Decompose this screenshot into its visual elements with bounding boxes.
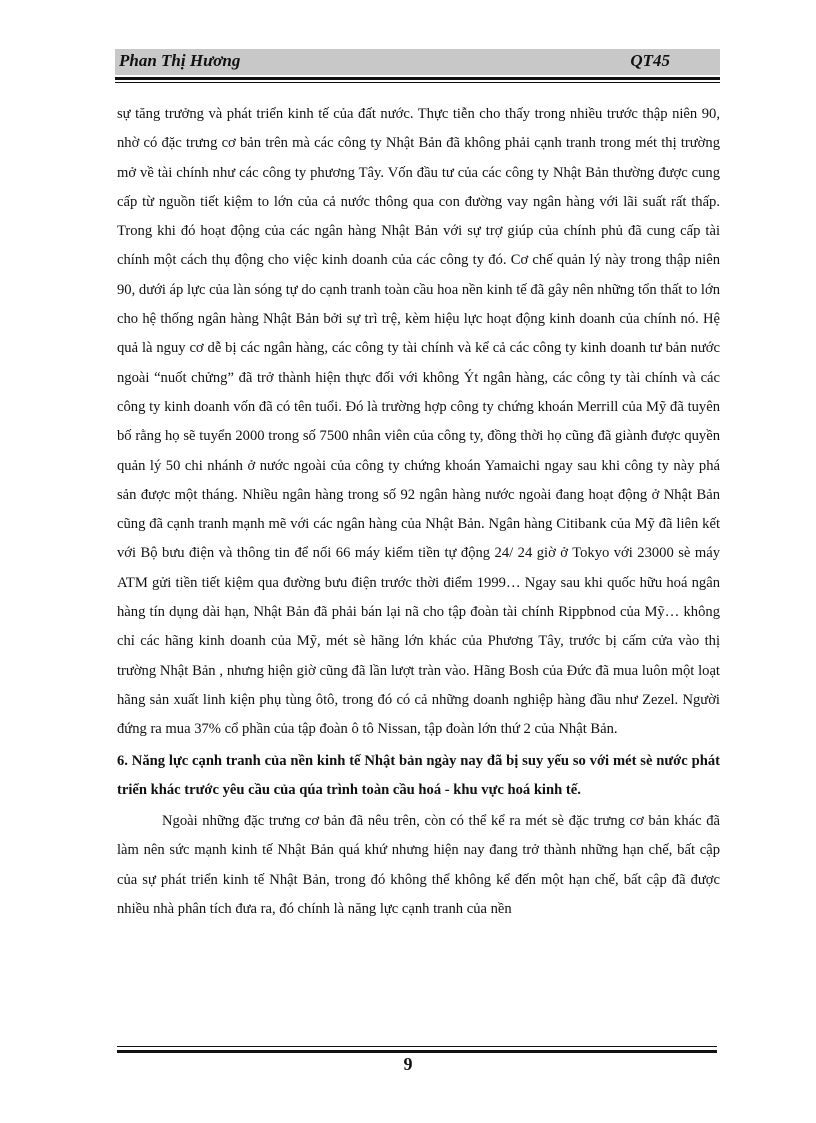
body-paragraph: sự tăng trưởng và phát triển kinh tế của đất nước. Thực tiễn cho thấy trong nhiều trước thập niên 90, nhờ có đặc trưng cơ bản trên mà các công ty Nhật Bản đã không phải cạnh tranh trong mét thị trường mở về tài chính như các công ty phương Tây. Vốn đầu tư của các công ty Nhật Bản thường được cung cấp từ nguồn tiết kiệm to lớn của cả nước thông qua con đường vay ngân hàng với lãi suất rất thấp. Trong khi đó hoạt động của các ngân hàng Nhật Bản với sự trợ giúp của chính phủ đã cung cấp tài chính một cách thụ động cho việc kinh doanh của các công ty đó. Cơ chế quản lý này trong thập niên 90, dưới áp lực của làn sóng tự do cạnh tranh toàn cầu hoa nền kinh tế đã gây nên những tổn thất to lớn cho hệ thống ngân hàng Nhật Bản bởi sự trì trệ, kèm hiệu lực hoạt động kinh doanh của chính nó. Hệ quả là nguy cơ dễ bị các ngân hàng, các công ty tài chính và kể cả các công ty kinh doanh tư bản nước ngoài “nuốt chửng” đã trở thành hiện thực đối với không Ýt ngân hàng, các công ty tài chính và các công ty kinh doanh vốn đã có tên tuổi. Đó là trường hợp công ty chứng khoán Merrill của Mỹ đã tuyên bố rằng họ sẽ tuyển 2000 trong số 7500 nhân viên của công ty, đồng thời họ cũng đã giành được quyền quản lý 50 chi nhánh ở nước ngoài của công ty chứng khoán Yamaichi ngay sau khi công ty này phá sản được một tháng. Nhiều ngân hàng trong số 92 ngân hàng nước ngoài đang hoạt động ở Nhật Bản cũng đã cạnh tranh mạnh mẽ với các ngân hàng của Nhật Bản. Ngân hàng Citibank của Mỹ đã liên kết với Bộ bưu điện và thông tin để nối 66 máy kiểm tiền tự động 24/ 24 giờ ở Tokyo với 23000 sè máy ATM gửi tiền tiết kiệm qua đường bưu điện trước thời điểm 1999… Ngay sau khi quốc hữu hoá ngân hàng tín dụng dài hạn, Nhật Bản đã phải bán lại nã cho tập đoàn tài chính Rippbnod của Mỹ… không chỉ các hãng kinh doanh của Mỹ, mét sè hãng lớn khác của Phương Tây, trước bị cấm cửa vào thị trường Nhật Bản , nhưng hiện giờ cũng đã lần lượt tràn vào. Hãng Bosh của Đức đã mua luôn một loạt hãng sản xuất linh kiện phụ tùng ôtô, trong đó có cả những doanh nghiệp hàng đầu như Zezel. Người đứng ra mua 37% cổ phần của tập đoàn ô tô Nissan, tập đoàn lớn thứ 2 của Nhật Bản. [117, 106, 720, 738]
header-author: Phan Thị Hương [119, 51, 241, 70]
page-body [117, 100, 720, 924]
header-rule [115, 77, 720, 80]
page-header [115, 49, 720, 75]
body-paragraph: Ngoài những đặc trưng cơ bản đã nêu trên, còn có thể kể ra mét sè đặc trưng cơ bản khác đã làm nên sức mạnh kinh tế Nhật Bản quá khứ nhưng hiện nay đang trở thành những hạn chế, bất cập của sự phát triển kinh tế Nhật Bản, trong đó không thể không kể đến một hạn chế, bất cập đã được nhiều nhà phân tích đưa ra, đó chính là năng lực cạnh tranh của nền [117, 813, 720, 918]
header-rule-thin [115, 82, 720, 83]
footer-rule-thin [117, 1046, 717, 1047]
section-heading: 6. Năng lực cạnh tranh của nền kinh tế Nhật bản ngày nay đã bị suy yếu so với mét sè nước phát triển khác trước yêu cầu của qúa trình toàn cầu hoá - khu vực hoá kinh tế. [117, 752, 720, 798]
footer-rule [117, 1050, 717, 1053]
header-code: QT45 [630, 51, 670, 70]
page-number: 9 [403, 1054, 413, 1074]
